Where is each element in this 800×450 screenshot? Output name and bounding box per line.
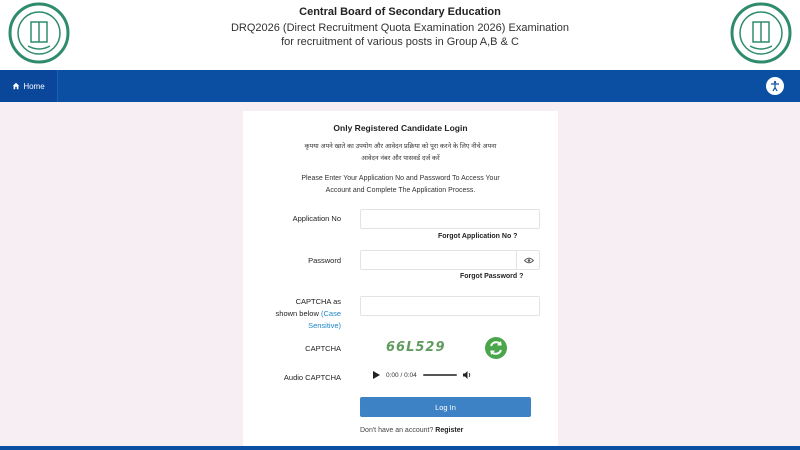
captcha-input[interactable] <box>361 301 539 319</box>
application-no-label: Application No <box>292 214 341 223</box>
refresh-icon <box>485 337 507 359</box>
hindi-line-2: आवेदन नंबर और पासवर्ड दर्ज करें <box>361 155 440 162</box>
org-name: Central Board of Secondary Education <box>299 6 501 18</box>
captcha-label: CAPTCHA <box>305 344 341 353</box>
case-sensitive-note-2: Sensitive) <box>308 321 341 330</box>
audio-time: 0:00 / 0:04 <box>386 371 417 379</box>
refresh-captcha-button[interactable] <box>485 337 507 359</box>
forgot-password-link[interactable]: Forgot Password ? <box>460 273 524 280</box>
info-line-2: Account and Complete The Application Process. <box>325 187 476 194</box>
password-label: Password <box>308 256 341 265</box>
login-hindi-instructions <box>243 141 558 165</box>
page-header <box>0 0 800 70</box>
volume-icon[interactable] <box>463 371 472 379</box>
nav-home-label: Home <box>23 81 45 91</box>
top-navbar <box>0 70 800 102</box>
register-link[interactable]: Register <box>435 427 464 434</box>
audio-captcha-label: Audio CAPTCHA <box>283 373 341 382</box>
cbse-logo-right <box>730 2 792 64</box>
accessibility-button[interactable] <box>766 77 784 95</box>
exam-title-line2: for recruitment of various posts in Group A,B & C <box>281 36 519 48</box>
eye-icon <box>524 257 534 264</box>
no-account-text: Don't have an account? <box>360 427 434 434</box>
exam-title-line1: DRQ2026 (Direct Recruitment Quota Examination 2026) Examination <box>230 22 570 34</box>
captcha-input-label <box>263 296 341 332</box>
captcha-input-label-line2: shown below <box>275 309 319 318</box>
show-password-button[interactable] <box>516 250 540 270</box>
password-input[interactable] <box>361 255 515 273</box>
login-card <box>243 111 558 450</box>
hindi-line-1: कृपया अपने खाते का उपयोग और आवेदन प्रक्रिया को पूरा करने के लिए नीचे अपना <box>304 143 497 150</box>
forgot-application-link[interactable]: Forgot Application No ? <box>438 233 518 240</box>
login-title: Only Registered Candidate Login <box>333 123 468 133</box>
bottom-bar <box>0 446 800 450</box>
home-icon <box>12 82 20 90</box>
captcha-input-label-line1: CAPTCHA as <box>295 297 341 306</box>
application-no-field <box>360 209 540 229</box>
info-line-1: Please Enter Your Application No and Password To Access Your <box>301 175 500 182</box>
captcha-image: 66L529 <box>386 340 446 355</box>
case-sensitive-note-1: (Case <box>320 309 341 318</box>
play-icon[interactable] <box>373 371 380 379</box>
password-field <box>360 250 540 270</box>
login-button[interactable]: Log In <box>360 397 531 417</box>
login-instructions <box>243 173 558 197</box>
audio-progress-bar[interactable] <box>423 374 457 376</box>
nav-home-link[interactable] <box>0 70 58 102</box>
application-no-input[interactable] <box>361 214 539 232</box>
audio-captcha-player <box>373 371 472 379</box>
register-prompt <box>360 427 463 434</box>
captcha-field <box>360 296 540 316</box>
accessibility-icon <box>769 80 781 92</box>
